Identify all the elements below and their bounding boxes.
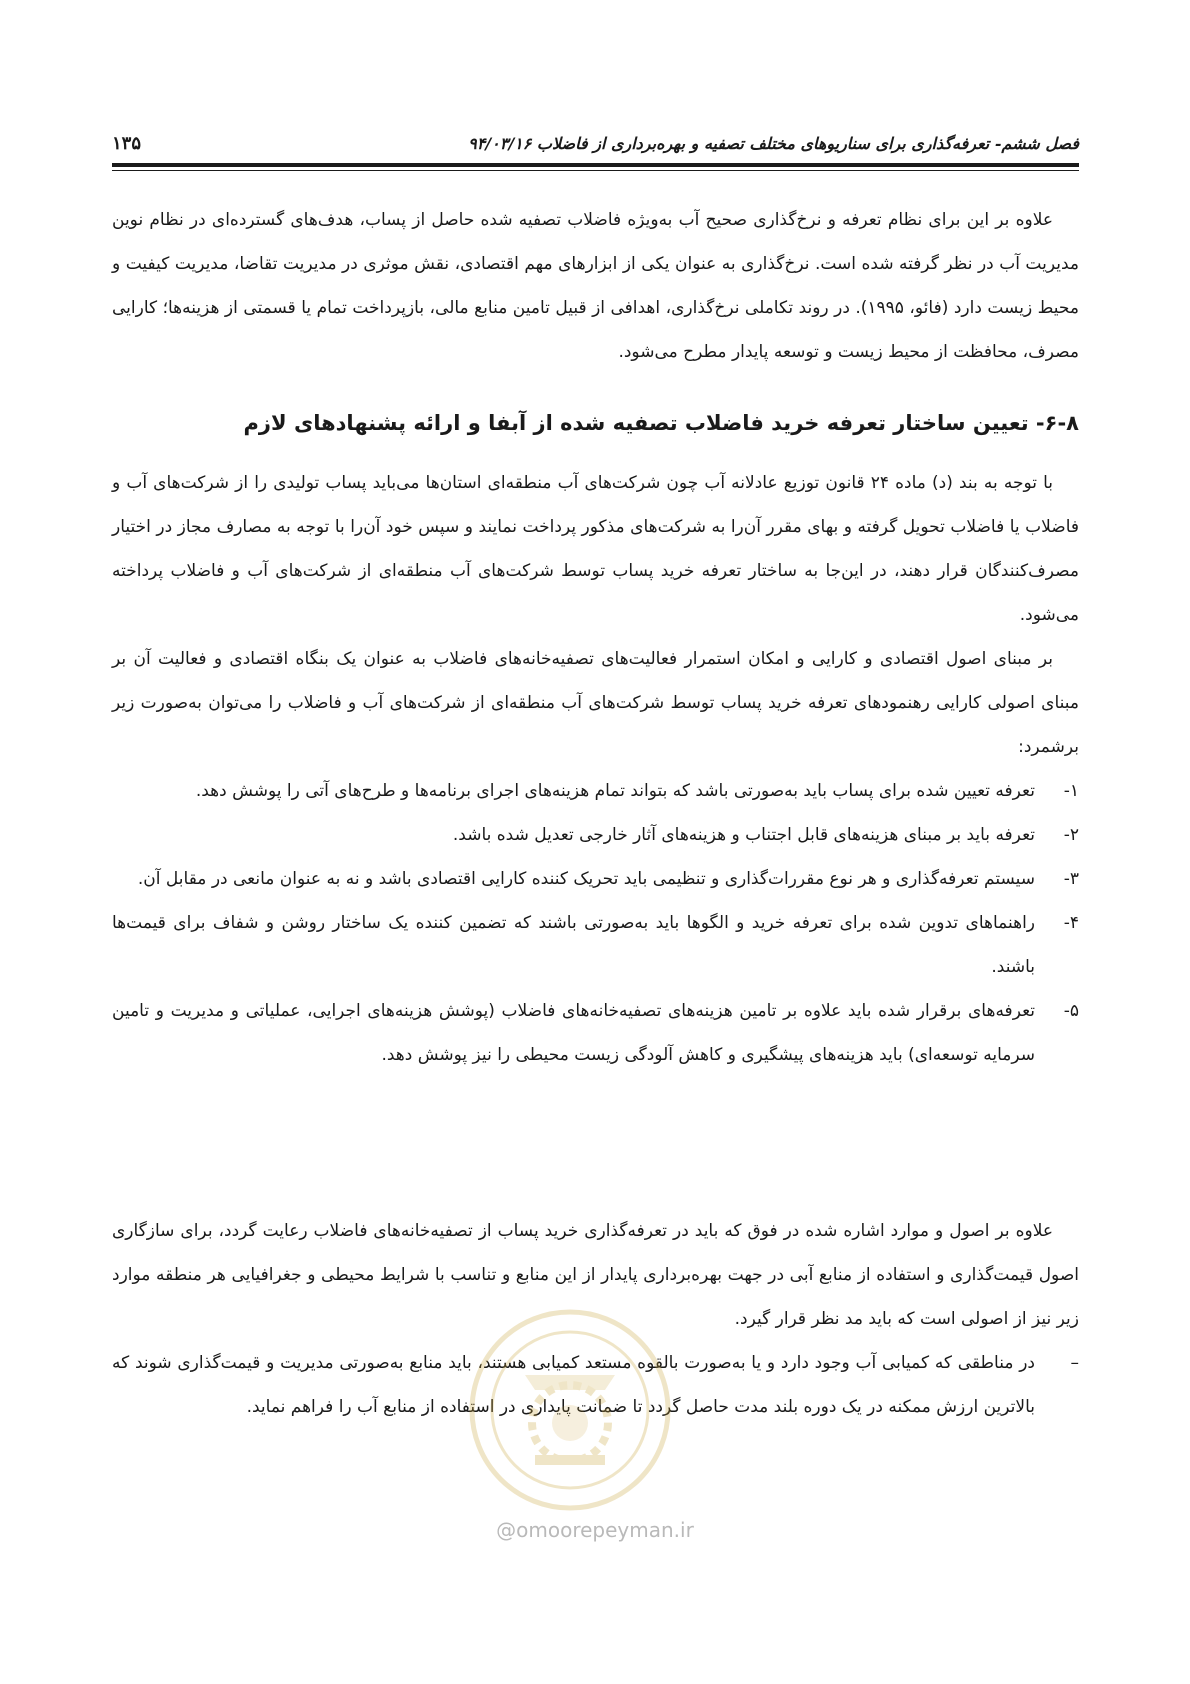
list-number: ۵-	[1063, 1001, 1079, 1021]
list-item	[112, 769, 1079, 813]
page-number: ۱۳۵	[112, 132, 142, 154]
list-item	[112, 857, 1079, 901]
section-heading: ۶-۸- تعیین ساختار تعرفه خرید فاضلاب تصفیه شده از آبفا و ارائه پشنهادهای لازم	[243, 411, 1079, 435]
intro-paragraph: علاوه بر این برای نظام تعرفه و نرخ‌گذاری صحیح آب به‌ویژه فاضلاب تصفیه شده حاصل از پساب، هدف‌های گسترده‌ای در نظام نوین مدیریت آب در نظر گرفته شده است. نرخ‌گذاری به عنوان یکی از ابزارهای مهم اقتصادی، نقش موثری در مدیریت تقاضا، مدیریت کیفیت و محیط زیست دارد (فائو، ۱۹۹۵). در روند تکاملی نرخ‌گذاری، اهدافی از قبیل تامین منابع مالی، بازپرداخت تمام یا قسمتی از هزینه‌ها؛ کارایی مصرف، محافظت از محیط زیست و توسعه پایدار مطرح می‌شود.	[112, 210, 1079, 362]
list-number: ۴-	[1063, 913, 1079, 933]
list-item-text: راهنماهای تدوین شده برای تعرفه خرید و الگوها باید به‌صورتی باشند که تضمین کننده یک ساختار روشن و شفاف برای قیمت‌ها باشند.	[112, 913, 1035, 977]
list-item-text: تعرفه باید بر مبنای هزینه‌های قابل اجتناب و هزینه‌های آثار خارجی تعدیل شده باشد.	[452, 825, 1035, 845]
list-number: ۳-	[1063, 869, 1079, 889]
list-item-text: در مناطقی که کمیابی آب وجود دارد و یا به‌صورت بالقوه مستعد کمیابی هستند، باید منابع به‌صورتی مدیریت و قیمت‌گذاری شوند که بالاترین ارزش ممکنه در یک دوره بلند مدت حاصل گردد تا ضمانت پایداری در استفاده از منابع آب را فراهم نماید.	[112, 1353, 1035, 1417]
page-header	[112, 128, 1079, 158]
list-item	[112, 989, 1079, 1077]
header-rule-thick	[112, 163, 1079, 167]
list-item-text: تعرفه تعیین شده برای پساب باید به‌صورتی باشد که بتواند تمام هزینه‌های اجرای برنامه‌ها و طرح‌های آتی را پوشش دهد.	[195, 781, 1035, 801]
list-item	[112, 813, 1079, 857]
list-number: ۲-	[1063, 825, 1079, 845]
paragraph-1: با توجه به بند (د) ماده ۲۴ قانون توزیع عادلانه آب چون شرکت‌های آب منطقه‌ای استان‌ها می‌باید پساب تولیدی را از شرکت‌های آب و فاضلاب یا فاضلاب تحویل گرفته و بهای مقرر آن‌را به شرکت‌های مذکور پرداخت نمایند و سپس خود آن‌را با توجه به مصارف مجاز در اختیار مصرف‌کنندگان قرار دهند، در این‌جا به ساختار تعرفه خرید پساب توسط شرکت‌های آب منطقه‌ای از شرکت‌های آب و فاضلاب پرداخته می‌شود.	[112, 473, 1079, 625]
paragraph-2: بر مبنای اصول اقتصادی و کارایی و امکان استمرار فعالیت‌های تصفیه‌خانه‌های فاضلاب به عنوان یک بنگاه اقتصادی و فعالیت آن بر مبنای اصولی کارایی رهنمودهای تعرفه خرید پساب توسط شرکت‌های آب منطقه‌ای از شرکت‌های آب و فاضلاب را می‌توان به‌صورت زیر برشمرد:	[112, 649, 1079, 757]
list-item	[112, 901, 1079, 989]
chapter-title: فصل ششم- تعرفه‌گذاری برای سناریوهای مختلف تصفیه و بهره‌برداری از فاضلاب ۹۴/۰۳/۱۶	[468, 133, 1079, 153]
list-item-text: سیستم تعرفه‌گذاری و هر نوع مقررات‌گذاری و تنظیمی باید تحریک کننده کارایی اقتصادی باشد و نه به عنوان مانعی در مقابل آن.	[137, 869, 1035, 889]
header-rule-thin	[112, 170, 1079, 171]
list-number: ۱-	[1063, 781, 1079, 801]
paragraph-3: علاوه بر اصول و موارد اشاره شده در فوق که باید در تعرفه‌گذاری خرید پساب از تصفیه‌خانه‌های فاضلاب رعایت گردد، برای سازگاری اصول قیمت‌گذاری و استفاده از منابع آبی در جهت بهره‌برداری پایدار از این منابع و تناسب با شرایط محیطی و جغرافیایی هر منطقه موارد زیر نیز از اصولی است که باید مد نظر قرار گیرد.	[112, 1221, 1079, 1329]
guideline-list	[112, 769, 1079, 1077]
watermark-site: @omoorepeyman.ir	[496, 1518, 694, 1542]
dash-bullet: –	[1070, 1353, 1079, 1373]
list-item-text: تعرفه‌های برقرار شده باید علاوه بر تامین هزینه‌های تصفیه‌خانه‌های فاضلاب (پوشش هزینه‌های اجرایی، عملیاتی و مدیریت و تامین سرمایه توسعه‌ای) باید هزینه‌های پیشگیری و کاهش آلودگی زیست محیطی را نیز پوشش دهد.	[112, 1001, 1035, 1065]
seal-watermark-icon	[465, 1305, 675, 1515]
